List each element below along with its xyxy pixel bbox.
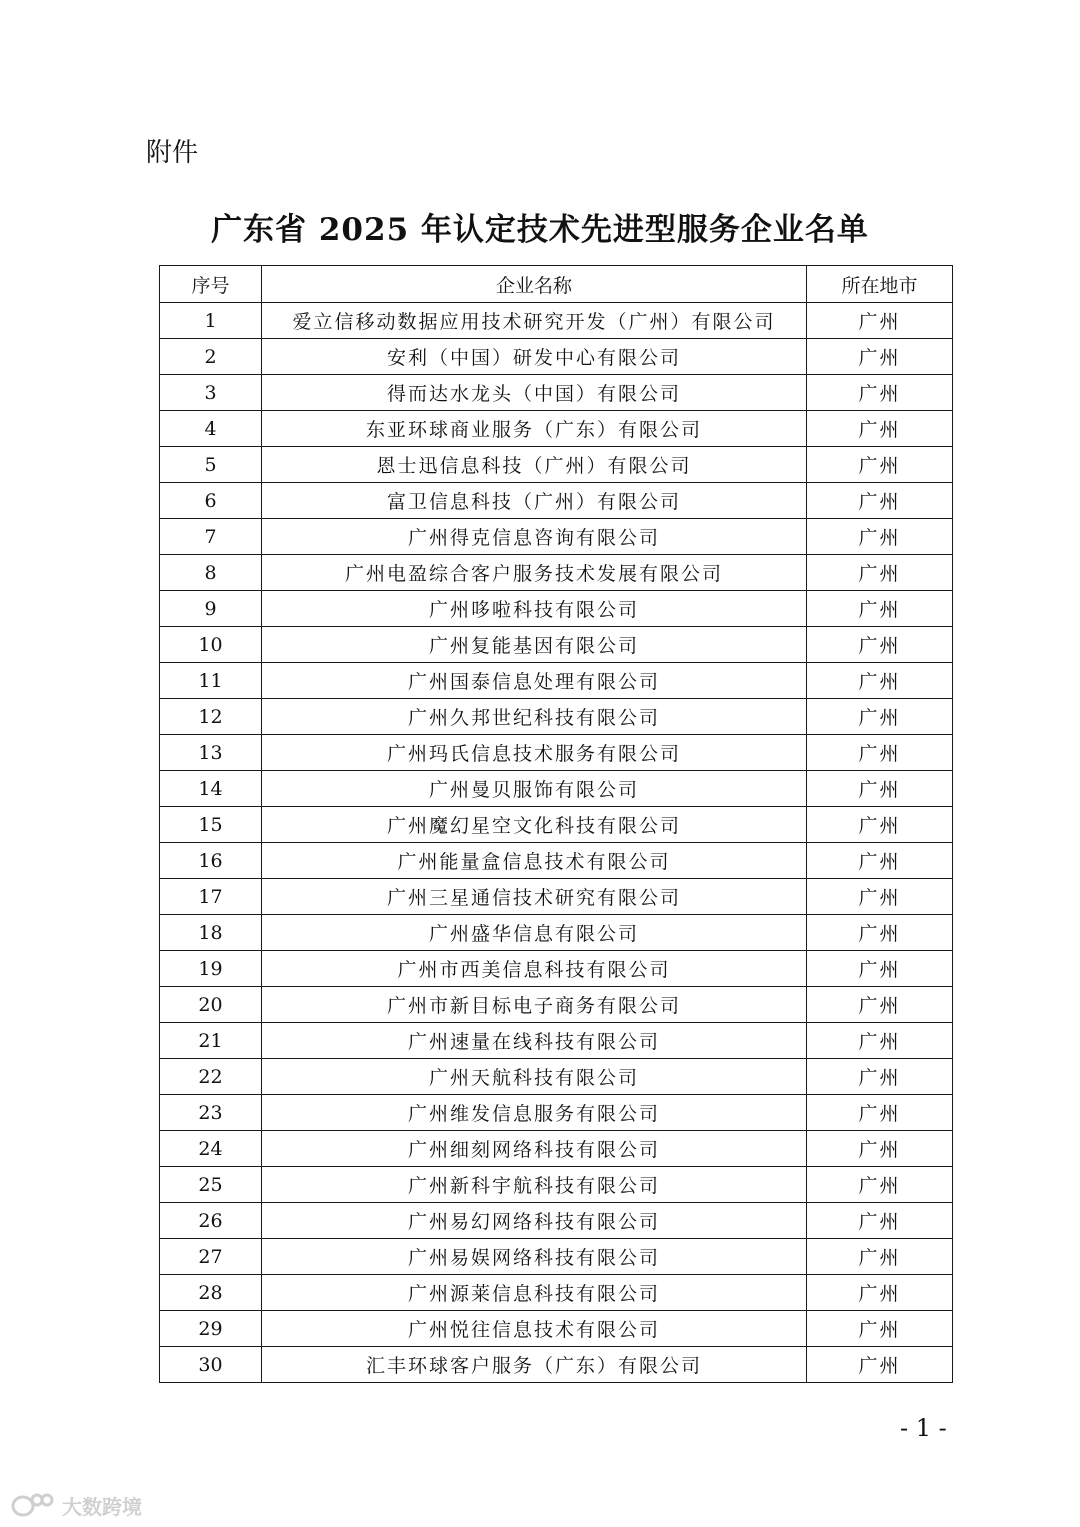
page-number: - 1 -	[900, 1414, 947, 1442]
header-city: 所在地市	[807, 266, 953, 303]
table-row	[160, 1131, 953, 1167]
table-row	[160, 1167, 953, 1203]
company-name: 广州三星通信技术研究有限公司	[262, 879, 807, 915]
table-row	[160, 1347, 953, 1383]
city: 广州	[807, 1239, 953, 1275]
header-index: 序号	[160, 266, 262, 303]
company-name: 富卫信息科技（广州）有限公司	[262, 483, 807, 519]
row-index: 21	[160, 1023, 262, 1059]
city: 广州	[807, 1059, 953, 1095]
city: 广州	[807, 591, 953, 627]
city: 广州	[807, 627, 953, 663]
table-row	[160, 1023, 953, 1059]
row-index: 26	[160, 1203, 262, 1239]
company-name: 得而达水龙头（中国）有限公司	[262, 375, 807, 411]
city: 广州	[807, 843, 953, 879]
table-row	[160, 447, 953, 483]
row-index: 5	[160, 447, 262, 483]
company-name: 广州曼贝服饰有限公司	[262, 771, 807, 807]
row-index: 1	[160, 303, 262, 339]
company-name: 广州易幻网络科技有限公司	[262, 1203, 807, 1239]
row-index: 24	[160, 1131, 262, 1167]
city: 广州	[807, 339, 953, 375]
row-index: 3	[160, 375, 262, 411]
row-index: 28	[160, 1275, 262, 1311]
row-index: 11	[160, 663, 262, 699]
document-title: 广东省 2025 年认定技术先进型服务企业名单	[211, 212, 869, 248]
company-name: 广州得克信息咨询有限公司	[262, 519, 807, 555]
table-row	[160, 483, 953, 519]
row-index: 30	[160, 1347, 262, 1383]
table-row	[160, 1203, 953, 1239]
row-index: 13	[160, 735, 262, 771]
table-row	[160, 375, 953, 411]
row-index: 4	[160, 411, 262, 447]
table-row	[160, 699, 953, 735]
row-index: 29	[160, 1311, 262, 1347]
company-name: 东亚环球商业服务（广东）有限公司	[262, 411, 807, 447]
row-index: 23	[160, 1095, 262, 1131]
row-index: 10	[160, 627, 262, 663]
table-row	[160, 843, 953, 879]
company-name: 广州魔幻星空文化科技有限公司	[262, 807, 807, 843]
company-name: 广州能量盒信息技术有限公司	[262, 843, 807, 879]
city: 广州	[807, 1167, 953, 1203]
city: 广州	[807, 447, 953, 483]
row-index: 8	[160, 555, 262, 591]
header-company-name: 企业名称	[262, 266, 807, 303]
table-row	[160, 951, 953, 987]
company-name: 恩士迅信息科技（广州）有限公司	[262, 447, 807, 483]
attachment-label: 附件	[146, 138, 199, 168]
city: 广州	[807, 1023, 953, 1059]
city: 广州	[807, 951, 953, 987]
city: 广州	[807, 915, 953, 951]
city: 广州	[807, 1347, 953, 1383]
table-row	[160, 879, 953, 915]
city: 广州	[807, 1095, 953, 1131]
row-index: 18	[160, 915, 262, 951]
table-row	[160, 663, 953, 699]
table-row	[160, 555, 953, 591]
company-name: 广州玛氏信息技术服务有限公司	[262, 735, 807, 771]
row-index: 25	[160, 1167, 262, 1203]
table-row	[160, 1095, 953, 1131]
row-index: 17	[160, 879, 262, 915]
company-name: 广州久邦世纪科技有限公司	[262, 699, 807, 735]
table-row	[160, 627, 953, 663]
company-name: 广州速量在线科技有限公司	[262, 1023, 807, 1059]
table-row	[160, 339, 953, 375]
city: 广州	[807, 1203, 953, 1239]
row-index: 9	[160, 591, 262, 627]
city: 广州	[807, 987, 953, 1023]
city: 广州	[807, 519, 953, 555]
company-name: 广州国泰信息处理有限公司	[262, 663, 807, 699]
city: 广州	[807, 1131, 953, 1167]
row-index: 14	[160, 771, 262, 807]
company-name: 安利（中国）研发中心有限公司	[262, 339, 807, 375]
city: 广州	[807, 1311, 953, 1347]
city: 广州	[807, 735, 953, 771]
company-name: 广州市西美信息科技有限公司	[262, 951, 807, 987]
city: 广州	[807, 1275, 953, 1311]
city: 广州	[807, 663, 953, 699]
city: 广州	[807, 411, 953, 447]
company-name: 广州细刻网络科技有限公司	[262, 1131, 807, 1167]
company-name: 广州悦往信息技术有限公司	[262, 1311, 807, 1347]
table-row	[160, 303, 953, 339]
company-name: 广州天航科技有限公司	[262, 1059, 807, 1095]
table-row	[160, 1059, 953, 1095]
table-row	[160, 1239, 953, 1275]
company-name: 爱立信移动数据应用技术研究开发（广州）有限公司	[262, 303, 807, 339]
row-index: 22	[160, 1059, 262, 1095]
company-name: 广州市新目标电子商务有限公司	[262, 987, 807, 1023]
table-row	[160, 591, 953, 627]
row-index: 6	[160, 483, 262, 519]
table-row	[160, 807, 953, 843]
table-row	[160, 771, 953, 807]
watermark	[10, 1490, 142, 1520]
row-index: 20	[160, 987, 262, 1023]
city: 广州	[807, 807, 953, 843]
table-row	[160, 987, 953, 1023]
city: 广州	[807, 879, 953, 915]
row-index: 2	[160, 339, 262, 375]
city: 广州	[807, 771, 953, 807]
table-row	[160, 1275, 953, 1311]
row-index: 7	[160, 519, 262, 555]
city: 广州	[807, 375, 953, 411]
city: 广州	[807, 555, 953, 591]
company-name: 汇丰环球客户服务（广东）有限公司	[262, 1347, 807, 1383]
brand-logo-icon	[10, 1492, 56, 1518]
row-index: 27	[160, 1239, 262, 1275]
company-name: 广州复能基因有限公司	[262, 627, 807, 663]
table-row	[160, 915, 953, 951]
table-row	[160, 735, 953, 771]
row-index: 12	[160, 699, 262, 735]
company-name: 广州源莱信息科技有限公司	[262, 1275, 807, 1311]
city: 广州	[807, 303, 953, 339]
row-index: 19	[160, 951, 262, 987]
row-index: 15	[160, 807, 262, 843]
company-name: 广州盛华信息有限公司	[262, 915, 807, 951]
company-name: 广州新科宇航科技有限公司	[262, 1167, 807, 1203]
watermark-text: 大数跨境	[62, 1494, 142, 1519]
enterprise-table	[159, 265, 953, 1383]
table-header-row	[160, 266, 953, 303]
city: 广州	[807, 699, 953, 735]
table-row	[160, 519, 953, 555]
row-index: 16	[160, 843, 262, 879]
company-name: 广州易娱网络科技有限公司	[262, 1239, 807, 1275]
city: 广州	[807, 483, 953, 519]
company-name: 广州哆啦科技有限公司	[262, 591, 807, 627]
table-row	[160, 1311, 953, 1347]
table-row	[160, 411, 953, 447]
company-name: 广州维发信息服务有限公司	[262, 1095, 807, 1131]
company-name: 广州电盈综合客户服务技术发展有限公司	[262, 555, 807, 591]
